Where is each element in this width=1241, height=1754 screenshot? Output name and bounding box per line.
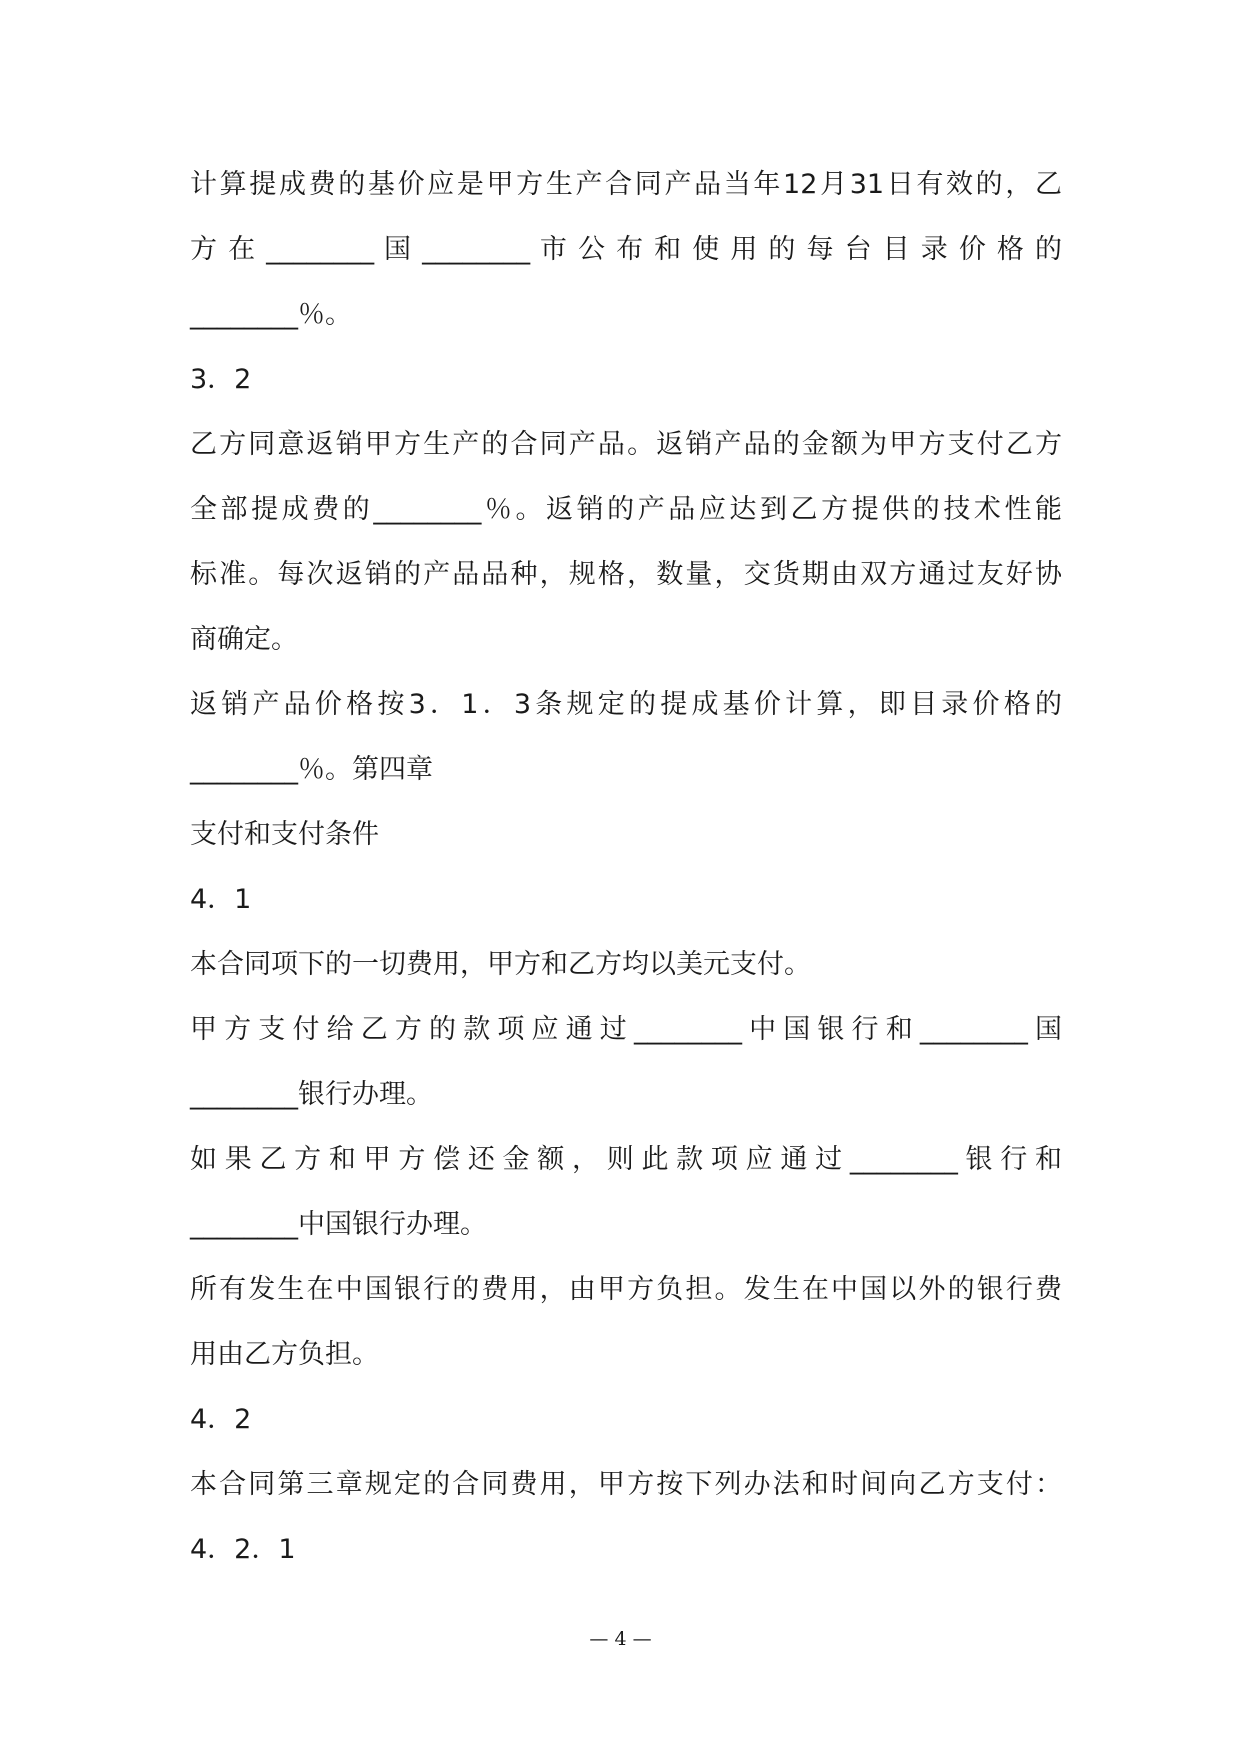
paragraph-line: ________％。 xyxy=(190,299,352,330)
paragraph-line: 标准。每次返销的产品品种，规格，数量，交货期由双方通过友好协 xyxy=(190,559,1062,590)
chapter-title: 支付和支付条件 xyxy=(190,819,379,850)
paragraph-line: 甲方支付给乙方的款项应通过________中国银行和________国 xyxy=(190,1014,1062,1045)
paragraph-line: 方 在 ________ 国 ________ 市 公 布 和 使 用 的 每 台 目 录 价 格 的 xyxy=(190,234,1063,265)
section-number: 3．2 xyxy=(190,364,252,395)
paragraph-line: 如果乙方和甲方偿还金额，则此款项应通过________银行和 xyxy=(190,1144,1062,1175)
paragraph-line: ________％。第四章 xyxy=(190,754,433,785)
paragraph-line: ________银行办理。 xyxy=(190,1079,433,1110)
paragraph-line: 乙方同意返销甲方生产的合同产品。返销产品的金额为甲方支付乙方 xyxy=(190,429,1062,460)
section-number: 4．1 xyxy=(190,884,252,915)
paragraph-line: 全部提成费的________％。返销的产品应达到乙方提供的技术性能 xyxy=(190,494,1062,525)
section-number: 4．2．1 xyxy=(190,1534,296,1565)
paragraph-line: 本合同项下的一切费用，甲方和乙方均以美元支付。 xyxy=(190,949,811,980)
paragraph-line: 商确定。 xyxy=(190,624,298,655)
paragraph-line: ________中国银行办理。 xyxy=(190,1209,487,1240)
paragraph-line: 计算提成费的基价应是甲方生产合同产品当年12月31日有效的，乙 xyxy=(190,169,1062,200)
paragraph-line: 返销产品价格按3．1．3条规定的提成基价计算，即目录价格的 xyxy=(190,689,1062,720)
paragraph-line: 用由乙方负担。 xyxy=(190,1339,379,1370)
paragraph-line: 所有发生在中国银行的费用，由甲方负担。发生在中国以外的银行费 xyxy=(190,1274,1062,1305)
document-body xyxy=(190,152,1062,1582)
page-number: — 4 — xyxy=(589,1628,652,1650)
paragraph-line: 本合同第三章规定的合同费用，甲方按下列办法和时间向乙方支付： xyxy=(190,1469,1062,1500)
section-number: 4．2 xyxy=(190,1404,252,1435)
